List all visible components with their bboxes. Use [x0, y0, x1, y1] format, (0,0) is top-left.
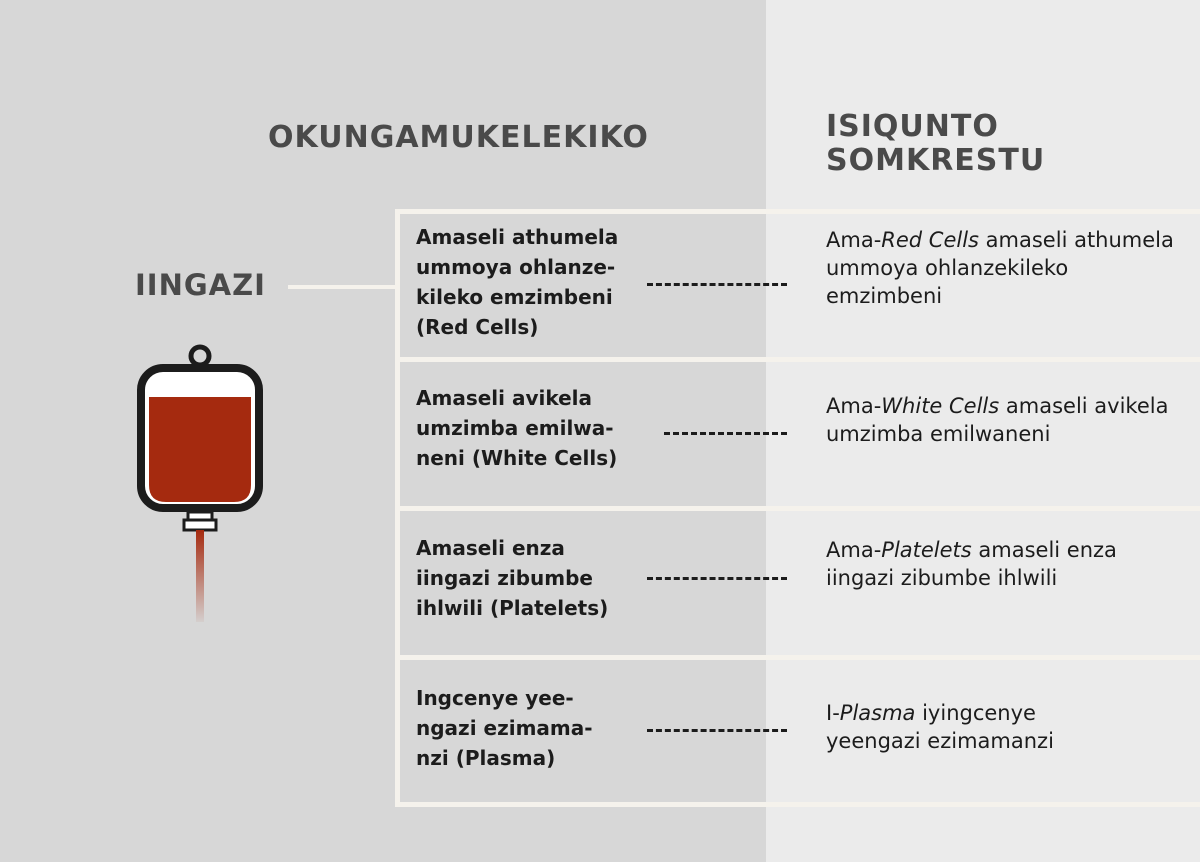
- component-text-line: (Red Cells): [416, 315, 539, 339]
- decision-term: Plasma: [839, 701, 916, 725]
- component-text-line: neni (White Cells): [416, 446, 618, 470]
- decision-text: amaseli enza iingazi zibumbe ihlwili: [826, 538, 1117, 590]
- component-text-line: Amaseli avikela: [416, 386, 593, 410]
- component-text-line: ihlwili (Platelets): [416, 596, 609, 620]
- row-platelets-decision: [826, 536, 1176, 592]
- row-white-cells-component: [416, 383, 646, 473]
- dashed-connector: [647, 577, 787, 580]
- component-text-line: Amaseli athumela: [416, 225, 619, 249]
- row-plasma-component: [416, 683, 646, 773]
- decision-prefix: Ama-: [826, 538, 882, 562]
- decision-prefix: I-: [826, 701, 840, 725]
- row-plasma-decision: [826, 699, 1086, 755]
- decision-text: amaseli avikela umzimba emilwaneni: [826, 394, 1169, 446]
- dashed-connector: [664, 432, 787, 435]
- component-text-line: kileko emzimbeni: [416, 285, 613, 309]
- decision-term: Red Cells: [881, 228, 979, 252]
- decision-prefix: Ama-: [826, 394, 882, 418]
- component-text-line: ngazi ezimama-: [416, 716, 593, 740]
- decision-text: amaseli athumela ummoya ohlanzekileko emzimbeni: [826, 228, 1174, 308]
- row-separator: [395, 506, 1200, 511]
- decision-text: iyingcenye yeengazi ezimamanzi: [826, 701, 1054, 753]
- decision-term: White Cells: [881, 394, 1000, 418]
- row-red-cells-component: [416, 222, 646, 342]
- decision-term: Platelets: [881, 538, 972, 562]
- row-separator: [395, 655, 1200, 660]
- component-text-line: ummoya ohlanze-: [416, 255, 616, 279]
- component-text-line: iingazi zibumbe: [416, 566, 593, 590]
- heading-line-2: SOMKRESTU: [826, 143, 1046, 178]
- dashed-connector: [647, 283, 787, 286]
- column-heading-personal-decision: [826, 110, 1045, 178]
- decision-prefix: Ama-: [826, 228, 882, 252]
- column-heading-acceptable: OKUNGAMUKELEKIKO: [268, 120, 649, 155]
- row-platelets-component: [416, 533, 646, 623]
- component-text-line: Ingcenye yee-: [416, 686, 574, 710]
- dashed-connector: [647, 729, 787, 732]
- component-text-line: Amaseli enza: [416, 536, 565, 560]
- blood-bag-icon: [130, 340, 270, 630]
- heading-line-1: ISIQUNTO: [826, 109, 999, 144]
- component-text-line: nzi (Plasma): [416, 746, 556, 770]
- row-separator: [395, 357, 1200, 362]
- row-white-cells-decision: [826, 392, 1176, 448]
- component-text-line: umzimba emilwa-: [416, 416, 614, 440]
- blood-label: IINGAZI: [135, 268, 266, 302]
- row-red-cells-decision: [826, 226, 1176, 310]
- blood-connector-line: [288, 285, 398, 289]
